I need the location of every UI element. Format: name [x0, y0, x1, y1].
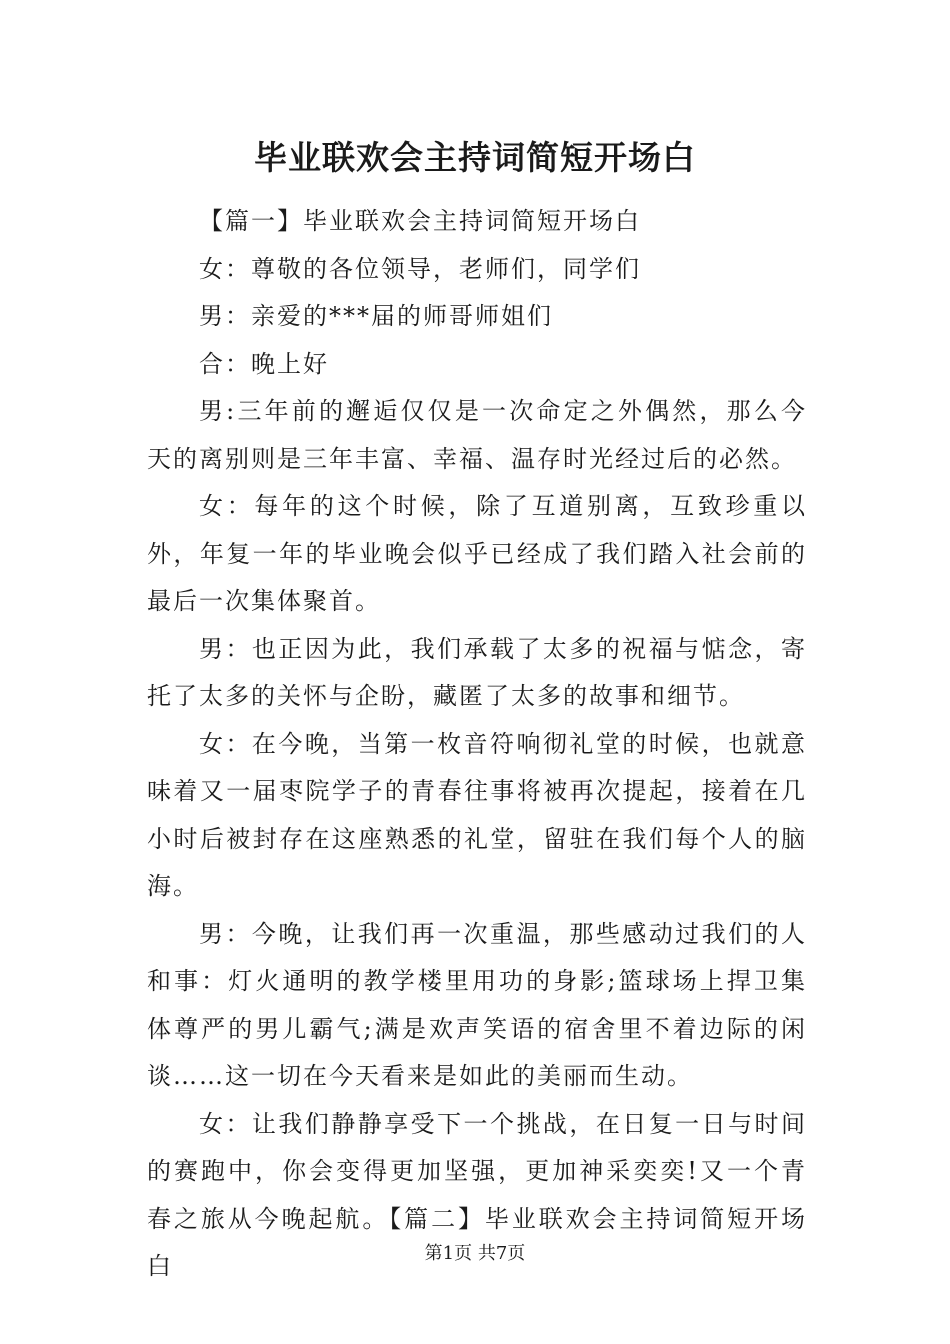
paragraph-heading: 【篇一】毕业联欢会主持词简短开场白: [199, 207, 641, 235]
paragraph: 男：也正因为此，我们承载了太多的祝福与惦念，寄托了太多的关怀与企盼，藏匿了太多的故事和细节。: [147, 634, 807, 710]
paragraph: 男：今晚，让我们再一次重温，那些感动过我们的人和事：灯火通明的教学楼里用功的身影;篮球场上捍卫集体尊严的男儿霸气;满是欢声笑语的宿舍里不着边际的闲谈……这一切在今天看来是如此的美丽而生动。: [147, 919, 807, 1090]
document-body: [147, 198, 807, 1291]
paragraph: 女：让我们静静享受下一个挑战，在日复一日与时间的赛跑中，你会变得更加坚强，更加神采奕奕!又一个青春之旅从今晚起航。【篇二】毕业联欢会主持词简短开场白: [147, 1109, 807, 1280]
page-footer: 第1页 共7页: [424, 1243, 526, 1264]
paragraph: 女：尊敬的各位领导，老师们，同学们: [199, 254, 641, 283]
paragraph: 女：在今晚，当第一枚音符响彻礼堂的时候，也就意味着又一届枣院学子的青春往事将被再次提起，接着在几小时后被封存在这座熟悉的礼堂，留驻在我们每个人的脑海。: [147, 729, 807, 900]
document-title: 毕业联欢会主持词简短开场白: [254, 138, 696, 177]
paragraph: 合：晚上好: [199, 349, 329, 378]
paragraph: 女：每年的这个时候，除了互道别离，互致珍重以外，年复一年的毕业晚会似乎已经成了我们踏入社会前的最后一次集体聚首。: [147, 492, 807, 615]
paragraph: 男:三年前的邂逅仅仅是一次命定之外偶然，那么今天的离别则是三年丰富、幸福、温存时光经过后的必然。: [147, 397, 807, 473]
paragraph: 男：亲爱的***届的师哥师姐们: [199, 302, 553, 330]
